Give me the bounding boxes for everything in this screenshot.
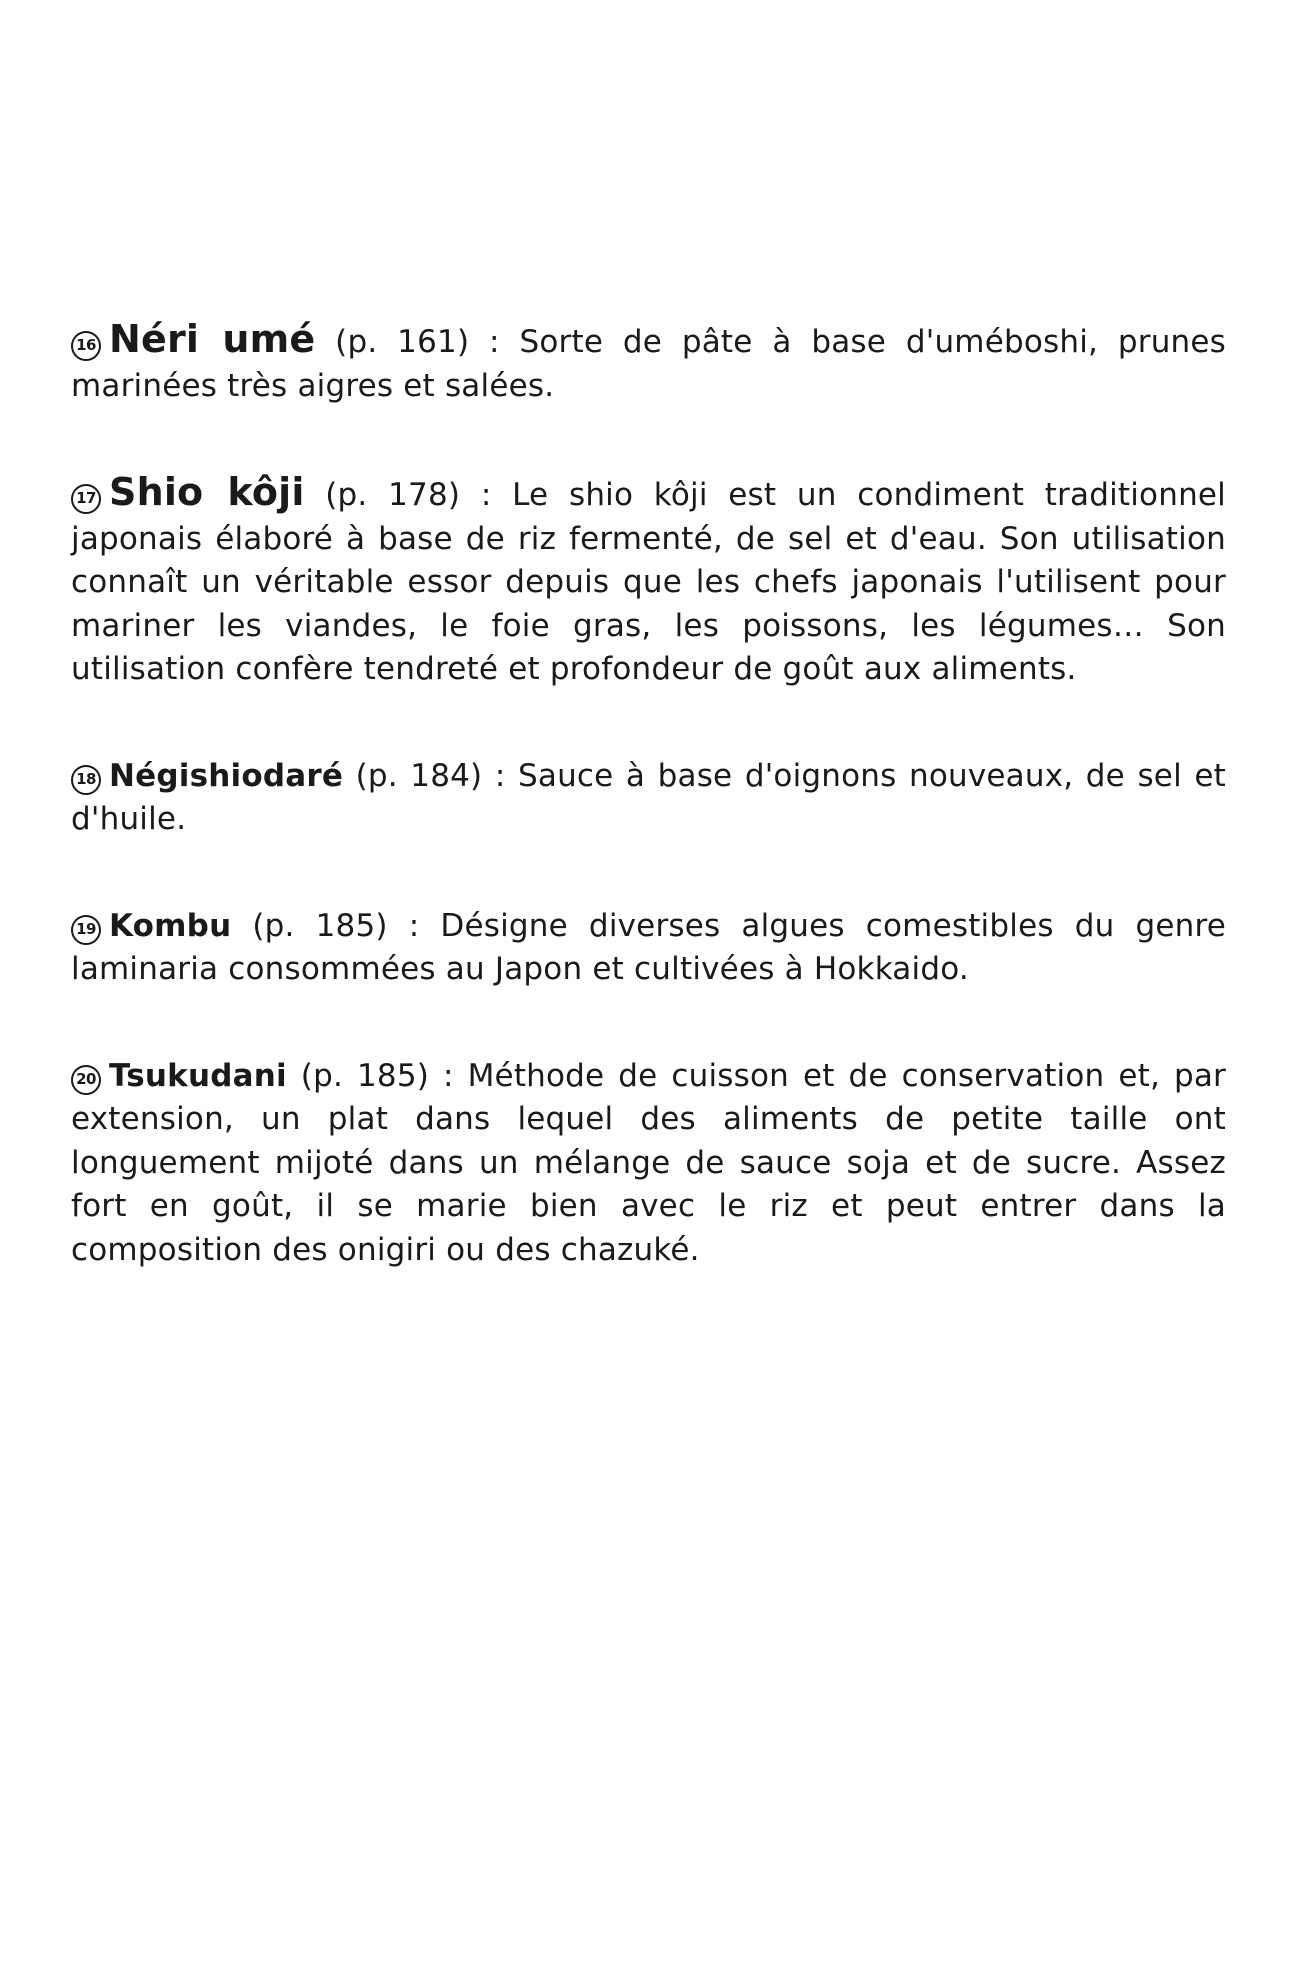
glossary-entry-tsukudani xyxy=(71,1055,1226,1273)
entry-term: Néri umé xyxy=(109,317,316,361)
entry-term: Kombu xyxy=(109,907,232,944)
glossary-entry-kombu xyxy=(71,905,1226,992)
entry-definition: : Désigne diverses algues comestibles du genre laminaria consommées au Japon et cultivées à Hokkaido. xyxy=(71,907,1227,987)
entry-number-badge: 17 xyxy=(71,484,101,514)
entry-page-reference: (p. 184) xyxy=(355,757,483,794)
glossary-entry-neri-ume xyxy=(71,318,1226,408)
entry-term: Négishiodaré xyxy=(109,757,344,794)
entry-definition: : Le shio kôji est un condiment traditionnel japonais élaboré à base de riz fermenté, de sel et d'eau. Son utilisation connaît un véritable essor depuis que les chefs japonais l'utilisent pour mariner les viandes, le foie gras, les poissons, les légumes… Son utilisation confère tendreté et profondeur de goût aux aliments. xyxy=(71,477,1227,687)
entry-term: Shio kôji xyxy=(109,470,305,514)
entry-number-badge: 20 xyxy=(71,1065,101,1095)
entry-number-badge: 19 xyxy=(71,915,101,945)
glossary-entry-shio-koji xyxy=(71,471,1226,692)
glossary-list xyxy=(71,318,1226,1335)
entry-page-reference: (p. 185) xyxy=(252,907,388,944)
entry-number-badge: 16 xyxy=(71,331,101,361)
entry-definition: : Sauce à base d'oignons nouveaux, de sel et d'huile. xyxy=(71,757,1227,837)
entry-page-reference: (p. 178) xyxy=(325,477,461,513)
entry-page-reference: (p. 185) xyxy=(300,1057,430,1094)
glossary-entry-negishiodare xyxy=(71,755,1226,842)
entry-definition: : Méthode de cuisson et de conservation et, par extension, un plat dans lequel des aliments de petite taille ont longuement mijoté dans un mélange de sauce soja et de sucre. Assez fort en goût, il se marie bien avec le riz et peut entrer dans la composition des onigiri ou des chazuké. xyxy=(71,1057,1226,1268)
entry-definition: : Sorte de pâte à base d'uméboshi, prunes marinées très aigres et salées. xyxy=(71,324,1227,404)
entry-number-badge: 18 xyxy=(71,765,101,795)
entry-page-reference: (p. 161) xyxy=(335,324,470,360)
entry-term: Tsukudani xyxy=(109,1057,287,1094)
